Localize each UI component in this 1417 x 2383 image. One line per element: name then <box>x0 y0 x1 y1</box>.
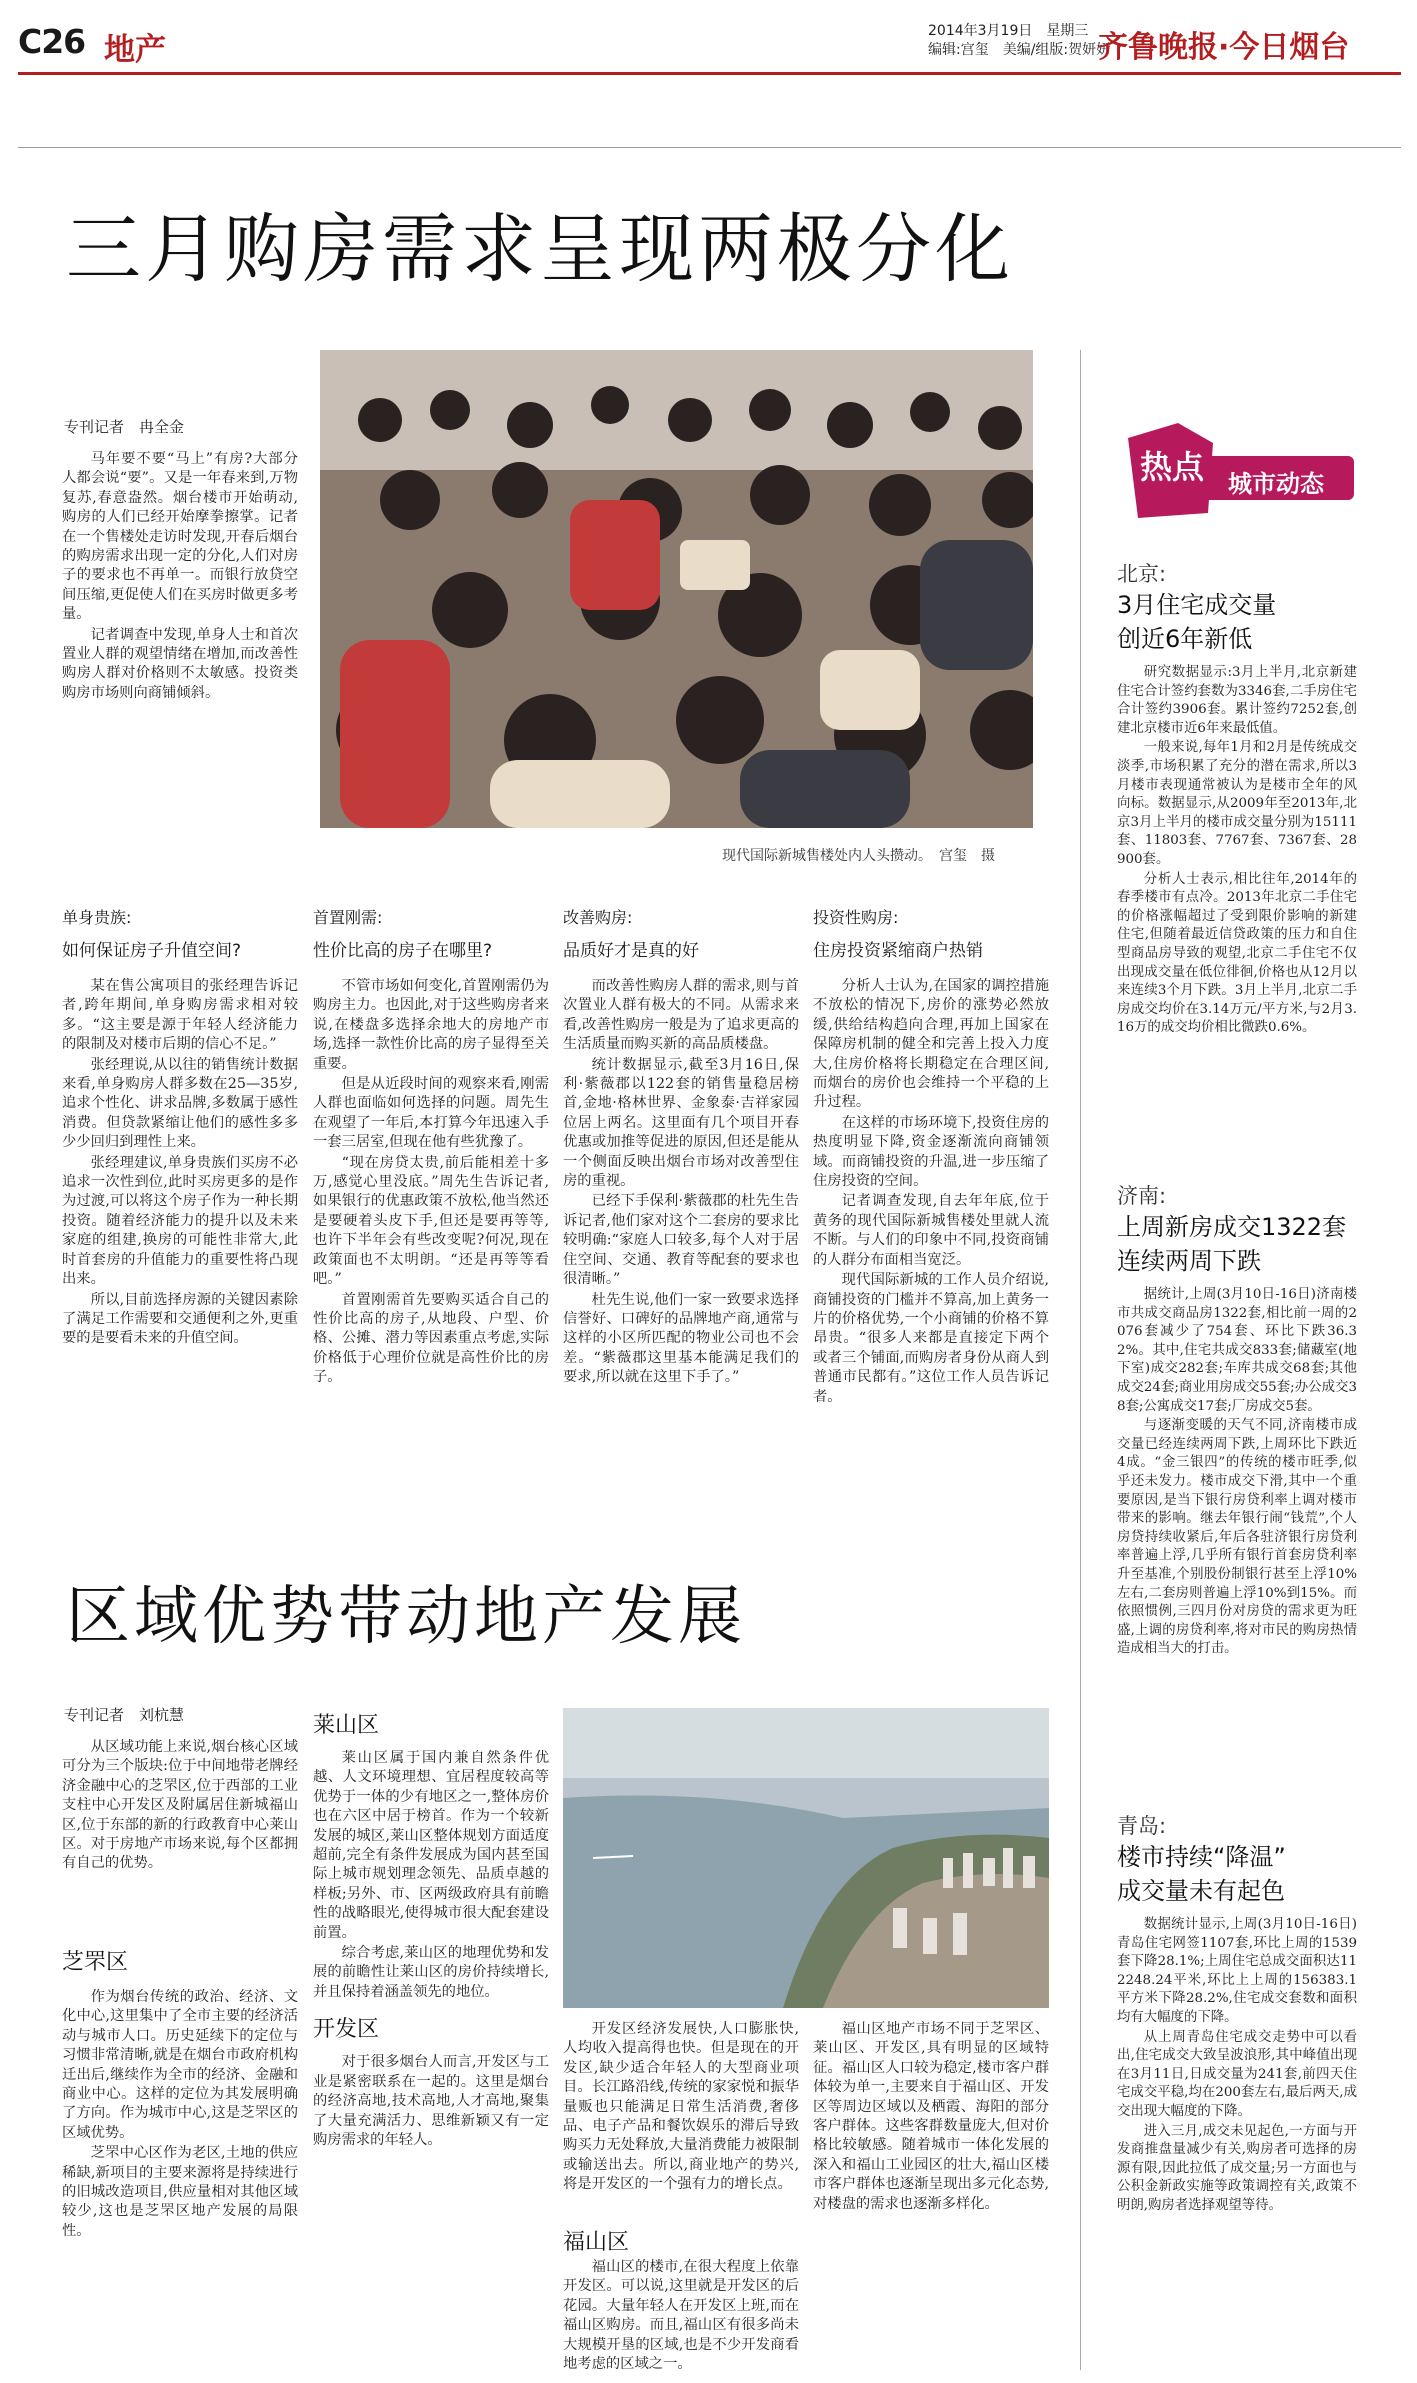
section-fushan-body-a: 福山区的楼市,在很大程度上依靠开发区。可以说,这里就是开发区的后花园。大量年轻人在开发区上班,而在福山区购房。而且,福山区有很多尚未大规模开垦的区域,也是不少开发商看地考虑的区域之一。 <box>563 2259 799 2373</box>
column-kicker: 首置刚需: <box>313 908 383 927</box>
article1-intro: 马年要不要“马上”有房?大部分人都会说“要”。又是一年春来到,万物复苏,春意盎然。烟台楼市开始萌动,购房的人们已经开始摩拳擦掌。记者在一个售楼处走访时发现,开春后烟台的购房需求出现一定的分化,人们对房子的要求也不再单一。而银行放贷空间压缩,更促使人们在买房时做更多考量。 记者调查中发现,单身人士和首次置业人群的观望情绪在增加,而改善性购房人群对价格则不太敏感。投资类购房市场则向商铺倾斜。 <box>62 451 298 701</box>
column-subtitle: 住房投资紧缩商户热销 <box>813 941 983 961</box>
designer-credit: 美编/组版:贺妍妍 <box>1002 42 1111 58</box>
district-body: 对于很多烟台人而言,开发区与工业是紧密联系在一起的。这里是烟台的经济高地,技术高地,人才高地,聚集了大量充满活力、思维新颖又有一定购房需求的年轻人。 <box>313 2054 549 2148</box>
hot-news-banner <box>1118 418 1358 528</box>
city-news-label: 城市动态 <box>1228 470 1324 498</box>
page-number: C26 <box>18 22 86 61</box>
column-single <box>62 905 298 1350</box>
article2-byline: 专刊记者 刘杭慧 <box>64 1706 185 1724</box>
district-body: 作为烟台传统的政治、经济、文化中心,这里集中了全市主要的经济活动与城市人口。历史延续下的定位与习惯非常清晰,就是在烟台市政府机构迁出后,继续作为全市的经济、金融和商业中心。这样的定位为其发展明确了方向。作为城市中心,这是芝罘区的区域优势。 芝罘中心区作为老区,土地的供应稀缺,新项目的主要来源将是持续进行的旧城改造项目,供应量相对其他区域较少,这也是芝罘区地产发展的局限性。 <box>62 1989 298 2239</box>
article1-headline: 三月购房需求呈现两极分化 <box>66 205 1015 293</box>
district-heading: 芝罘区 <box>62 1950 129 1975</box>
crowd-photo <box>320 350 1033 828</box>
crowd-illustration <box>320 350 1033 828</box>
column-kicker: 投资性购房: <box>813 908 899 927</box>
article2-intro: 从区域功能上来说,烟台核心区域可分为三个版块:位于中间地带老牌经济金融中心的芝罘区,位于西部的工业支柱中心开发区及附属居住新城福山区,位于东部的新的行政教育中心莱山区。对于房地产市场来说,每个区都拥有自己的优势。 <box>62 1739 298 1872</box>
district-heading: 福山区 <box>563 2230 630 2255</box>
coastline-illustration <box>563 1708 1049 2008</box>
district-heading: 莱山区 <box>313 1713 380 1738</box>
article1-byline: 专刊记者 冉全金 <box>64 418 185 436</box>
header-subrule <box>18 147 1401 148</box>
sidebar-body: 数据统计显示,上周(3月10日-16日)青岛住宅网签1107套,环比上周的1539套下降28.1%;上周住宅总成交面积达112248.24平米,环比上上周的156383.1平方米下降28.2%,住宅成交套数和面积均有大幅度的下降。 从上周青岛住宅成交走势中可以看出,住宅成交大致呈波浪形,其中峰值出现在3月11日,日成交量为241套,前四天住宅成交平稳,均在200套左右,最后两天,成交出现大幅度的下降。 进入三月,成交未见起色,一方面与开发商推盘量减少有关,购房者可选择的房源有限,因此拉低了成交量;另一方面也与公积金新政实施等政策调控有关,政策不明朗,购房者选择观望等待。 <box>1117 1917 1357 2213</box>
section-fushan-head <box>563 2225 799 2256</box>
sidebar-title: 成交量未有起色 <box>1117 1877 1285 1905</box>
hot-label: 热点 <box>1140 448 1205 486</box>
column-subtitle: 如何保证房子升值空间? <box>62 941 242 961</box>
article2-headline: 区域优势带动地产发展 <box>66 1580 746 1654</box>
column-body: 分析人士认为,在国家的调控措施不放松的情况下,房价的涨势必然放缓,供给结构趋向合理,再加上国家在保障房机制的健全和完善上投入力度大,住房价格将长期稳定在合理区间,而烟台的房价也会维持一个平稳的上升过程。 在这样的市场环境下,投资住房的热度明显下降,资金逐渐流向商铺领域。而商铺投资的升温,进一步压缩了住房投资的空间。 记者调查发现,自去年年底,位于黄务的现代国际新城售楼处里就人流不断。与人们的印象中不同,投资商铺的人群分布面相当宽泛。 现代国际新城的工作人员介绍说,商铺投资的门槛并不算高,加上黄务一片的价格优势,一个小商铺的价格不算昂贵。“很多人来都是直接定下两个或者三个铺面,而购房者身份从商人到普通市民都有。”这位工作人员告诉记者。 <box>813 978 1049 1405</box>
column-upgrade <box>563 905 799 1389</box>
column-investment <box>813 905 1049 1408</box>
column-body: 而改善性购房人群的需求,则与首次置业人群有极大的不同。从需求来看,改善性购房一般是为了追求更高的生活质量而购买新的高品质楼盘。 统计数据显示,截至3月16日,保利·紫薇郡以122套的销售量稳居榜首,金地·格林世界、金象泰·吉祥家园位居上两名。这里面有几个项目开春优惠或加推等促进的原因,但还是能从一个侧面反映出烟台市场对改善型住房的重视。 已经下手保利·紫薇郡的杜先生告诉记者,他们家对这个二套房的要求比较明确:“家庭人口较多,每个人对于居住空间、交通、教育等配套的要求也很清晰。” 杜先生说,他们一家一致要求选择信誉好、口碑好的品牌地产商,通常与这样的小区所匹配的物业公司也不会差。“紫薇郡这里基本能满足我们的要求,所以就在这里下手了。” <box>563 978 799 1386</box>
column-body: 不管市场如何变化,首置刚需仍为购房主力。也因此,对于这些购房者来说,在楼盘多选择余地大的房地产市场,选择一款性价比高的房子显得至关重要。 但是从近段时间的观察来看,刚需人群也面临如何选择的问题。周先生在观望了一年后,本打算今年迅速入手一套三居室,但现在他有些犹豫了。 “现在房贷太贵,前后能相差十多万,感觉心里没底。”周先生告诉记者,如果银行的优惠政策不放松,他当然还是要硬着头皮下手,但还是要再等等,也许下半年会有些改变呢?何况,现在政策面也不太明朗。“还是再等等看吧。” 首置刚需首先要购买适合自己的性价比高的房子,从地段、户型、价格、公摊、潜力等因素重点考虑,实际价格低于心理价位就是高性价比的房子。 <box>313 978 549 1386</box>
aerial-photo <box>563 1708 1049 2008</box>
sidebar-city: 济南: <box>1117 1184 1167 1208</box>
header-rule <box>18 72 1401 75</box>
editor-credit: 编辑:宫玺 <box>928 42 989 58</box>
column-kicker: 单身贵族: <box>62 908 132 927</box>
district-heading: 开发区 <box>313 2017 380 2043</box>
section-laishan <box>313 1708 549 2151</box>
section-fushan-body-b: 福山区地产市场不同于芝罘区、莱山区、开发区,具有明显的区域特征。福山区人口较为稳定,楼市客户群体较为单一,主要来自于福山区、开发区等周边区域以及栖霞、海阳的部分客户群体。这些客群数量庞大,但对价格比较敏感。随着城市一体化发展的深入和福山工业园区的壮大,福山区楼市客户群体也逐渐呈现出多元化态势,对楼盘的需求也逐渐多样化。 <box>813 2021 1049 2212</box>
sidebar-body: 研究数据显示:3月上半月,北京新建住宅合计签约套数为3346套,二手房住宅合计签约3906套。累计签约7252套,创建北京楼市近6年来最低值。 一般来说,每年1月和2月是传统成交淡季,市场积累了充分的潜在需求,所以3月楼市表现通常被认为是楼市全年的风向标。数据显示,从2009年至2013年,北京3月上半月的楼市成交量分别为15111套、11803套、7767套、7367套、28900套。 分析人士表示,相比往年,2014年的春季楼市有点冷。2013年北京二手住宅的价格涨幅超过了受到限价影响的新建住宅,但随着最近信贷政策的压力和自住型商品房导致的观望,北京二手住宅不仅出现成交量在低位徘徊,价格也从12月以来连续3个月下跌。3月上半月,北京二手房成交均价在3.14万元/平方米,与2月3.16万的成交均价相比微跌0.6%。 <box>1117 665 1357 1036</box>
sidebar-item-beijing <box>1117 558 1357 1039</box>
sidebar-divider <box>1080 350 1081 2370</box>
newspaper-brand: 齐鲁晚报·今日烟台 <box>1098 30 1350 65</box>
sidebar-title: 上周新房成交1322套 <box>1117 1213 1347 1241</box>
sidebar-city: 北京: <box>1117 562 1167 586</box>
section-kaifa-cont: 开发区经济发展快,人口膨胀快,人均收入提高得也快。但是现在的开发区,缺少适合年轻人的大型商业项目。长江路沿线,传统的家家悦和振华量贩也只能满足日常生活消费,奢侈品、电子产品和餐饮娱乐的滞后导致购买力无处释放,大量消费能力被限制或输送出去。所以,商业地产的势兴,将是开发区的一个强有力的增长点。 <box>563 2021 799 2193</box>
sidebar-title: 连续两周下跌 <box>1117 1247 1261 1275</box>
sidebar-body: 据统计,上周(3月10日-16日)济南楼市共成交商品房1322套,相比前一周的2076套减少了754套、环比下跌36.32%。其中,住宅共成交833套;储藏室(地下室)成交282套;车库共成交68套;其他成交24套;商业用房成交55套;办公成交38套;公寓成交17套;厂房成交5套。 与逐渐变暖的天气不同,济南楼市成交量已经连续两周下跌,上周环比下跌近4成。“金三银四”的传统的楼市旺季,似乎还未发力。楼市成交下滑,其中一个重要原因,是当下银行房贷利率上调对楼市带来的影响。继去年银行闹“钱荒”,个人房贷持续收紧后,年后各驻济银行房贷利率普遍上浮,几乎所有银行首套房贷利率升至基准,个别股份制银行甚至上浮10%左右,二套房则普遍上浮10%到15%。而依照惯例,三四月份对房贷的需求更为旺盛,上调的房贷利率,将对市民的购房热情造成相当大的打击。 <box>1117 1287 1357 1657</box>
sidebar-title: 楼市持续“降温” <box>1117 1843 1286 1871</box>
sidebar-title: 3月住宅成交量 <box>1117 591 1277 619</box>
photo1-caption: 现代国际新城售楼处内人头攒动。 宫玺 摄 <box>722 848 995 864</box>
issue-date: 2014年3月19日 <box>928 23 1033 39</box>
sidebar-title: 创近6年新低 <box>1117 625 1253 653</box>
column-subtitle: 性价比高的房子在哪里? <box>313 941 493 961</box>
sidebar-item-qingdao <box>1117 1810 1357 2217</box>
issue-meta <box>928 22 1110 60</box>
column-kicker: 改善购房: <box>563 908 633 927</box>
sidebar-city: 青岛: <box>1117 1814 1167 1838</box>
issue-weekday: 星期三 <box>1046 23 1089 39</box>
section-title: 地产 <box>104 32 166 68</box>
column-body: 某在售公寓项目的张经理告诉记者,跨年期间,单身购房需求相对较多。“这主要是源于年轻人经济能力的限制及对楼市后期的信心不足。” 张经理说,从以往的销售统计数据来看,单身购房人群多数在25—35岁,追求个性化、讲求品牌,多数属于感性消费。但贷款紧缩让他们的感性多多少少回归到理性上来。 张经理建议,单身贵族们买房不必追求一次性到位,此时买房更多的是作为过渡,可以将这个房子作为一种长期投资。随着经济能力的提升以及未来家庭的组建,换房的可能性非常大,此时首套房的升值能力的重要性将凸现出来。 所以,目前选择房源的关键因素除了满足工作需要和交通便利之外,更重要的是要看未来的升值空间。 <box>62 978 298 1347</box>
column-first-home <box>313 905 549 1389</box>
column-subtitle: 品质好才是真的好 <box>563 941 699 961</box>
sidebar-item-jinan <box>1117 1180 1357 1660</box>
section-zhifu <box>62 1945 298 2242</box>
district-body: 莱山区属于国内兼自然条件优越、人文环境理想、宜居程度较高等优势于一体的少有地区之一,整体房价也在六区中居于榜首。作为一个较新发展的城区,莱山区整体规划方面适度超前,完全有条件发展成为国内甚至国际上城市规划理念领先、品质卓越的样板;另外、市、区两级政府具有前瞻性的战略眼光,使得城市很大配套建设前置。 综合考虑,莱山区的地理优势和发展的前瞻性让莱山区的房价持续增长,并且保持着涵盖领先的地位。 <box>313 1750 549 2000</box>
